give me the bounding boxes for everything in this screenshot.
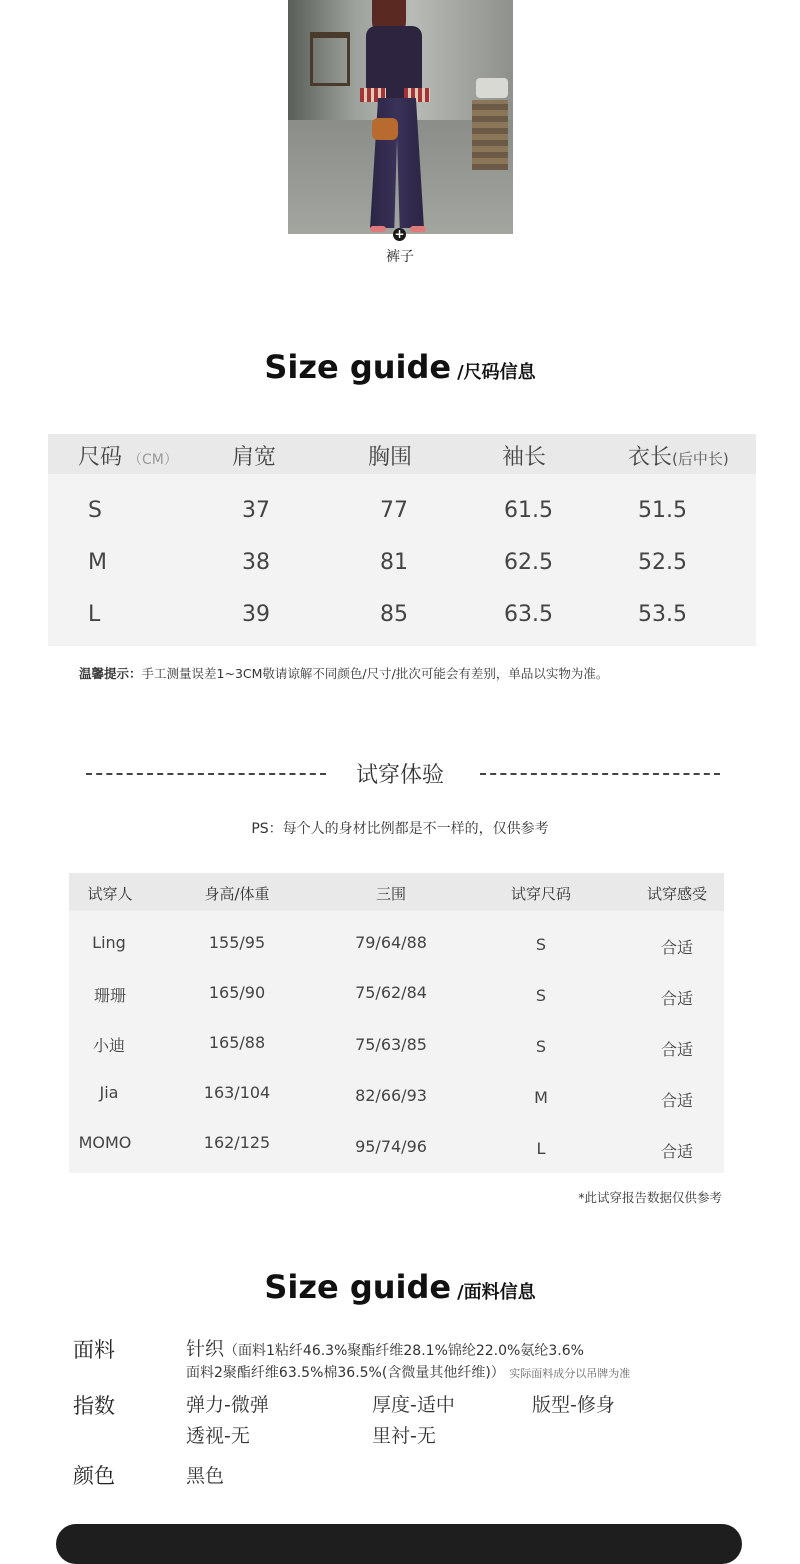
tryon-table-header <box>69 873 724 911</box>
index-label: 指数 <box>73 1394 115 1418</box>
tester-height-weight: 155/95 <box>208 933 266 952</box>
tryon-note: PS：每个人的身材比例都是不一样的，仅供参考 <box>251 821 549 837</box>
header-unit: （CM） <box>128 452 178 468</box>
tester-measurements: 75/62/84 <box>355 983 427 1002</box>
index-thickness: 厚度-适中 <box>372 1394 455 1416</box>
tester-name: Jia <box>99 1083 119 1102</box>
header-sleeve: 袖长 <box>502 445 547 470</box>
length-cell: 52.5 <box>638 550 687 575</box>
tester-height-weight: 165/90 <box>208 983 266 1002</box>
color-label: 颜色 <box>73 1464 115 1488</box>
tester-feeling: 合适 <box>660 1142 693 1161</box>
header-height-weight: 身高/体重 <box>204 885 270 903</box>
tester-measurements: 79/64/88 <box>355 933 427 952</box>
size-table <box>48 434 756 646</box>
material-line-1: （面料1粘纤46.3%聚酯纤维28.1%锦纶22.0%氨纶3.6% <box>224 1343 584 1359</box>
tester-feeling: 合适 <box>660 938 693 957</box>
chest-cell: 81 <box>380 550 408 575</box>
size-cell: L <box>88 602 101 627</box>
photo-crate <box>472 100 508 170</box>
shoulder-cell: 39 <box>242 602 270 627</box>
header-measurements: 三围 <box>375 885 406 903</box>
tester-size: S <box>535 986 547 1005</box>
sleeve-cell: 62.5 <box>504 550 553 575</box>
photo-chair <box>310 32 350 86</box>
tester-height-weight: 165/88 <box>208 1033 266 1052</box>
tester-measurements: 75/63/85 <box>355 1035 427 1054</box>
tester-height-weight: 163/104 <box>203 1083 271 1102</box>
material-info <box>186 1334 584 1361</box>
material-label: 面料 <box>73 1338 115 1362</box>
tester-measurements: 95/74/96 <box>355 1137 427 1156</box>
header-feeling: 试穿感受 <box>646 885 707 903</box>
product-photo <box>288 0 513 234</box>
tryon-heading: 试穿体验 <box>355 763 444 788</box>
tester-size: S <box>535 935 547 954</box>
shoulder-cell: 38 <box>242 550 270 575</box>
header-tester: 试穿人 <box>87 885 133 903</box>
plus-circle-icon[interactable]: + <box>394 227 405 241</box>
material-line-2-wrap <box>186 1362 630 1382</box>
shoulder-cell: 37 <box>242 498 270 523</box>
chest-cell: 77 <box>380 498 408 523</box>
tester-name: MOMO <box>78 1133 132 1152</box>
length-cell: 53.5 <box>638 602 687 627</box>
index-lining: 里衬-无 <box>372 1425 436 1447</box>
tester-feeling: 合适 <box>660 1091 693 1110</box>
fabric-title-cn: /面料信息 <box>457 1282 536 1303</box>
header-shoulder: 肩宽 <box>232 445 277 470</box>
size-guide-title <box>0 348 800 386</box>
photo-sink <box>476 78 508 98</box>
tester-feeling: 合适 <box>660 989 693 1008</box>
photo-handbag <box>372 118 398 140</box>
tester-size: M <box>534 1088 548 1107</box>
size-guide-title-en: Size guide <box>264 348 452 386</box>
header-length: 衣长(后中长) <box>628 445 729 470</box>
size-guide-title-cn: /尺码信息 <box>457 362 536 383</box>
measurement-tip <box>79 664 608 682</box>
chest-cell: 85 <box>380 602 408 627</box>
tester-name: Ling <box>92 933 126 952</box>
material-line-2: 面料2聚酯纤维63.5%棉36.5%(含微量其他纤维)） <box>186 1365 505 1381</box>
fabric-title <box>0 1268 800 1306</box>
header-chest: 胸围 <box>368 445 413 470</box>
header-tried-size: 试穿尺码 <box>510 885 571 903</box>
hotspot-label-pants[interactable]: 裤子 <box>386 249 414 265</box>
index-fit: 版型-修身 <box>532 1394 615 1416</box>
tester-feeling: 合适 <box>660 1040 693 1059</box>
tryon-table <box>69 873 724 1173</box>
header-length-note: (后中长) <box>672 450 729 468</box>
fabric-title-en: Size guide <box>264 1268 452 1306</box>
sleeve-cell: 61.5 <box>504 498 553 523</box>
size-cell: S <box>88 498 102 523</box>
size-table-header <box>48 434 756 474</box>
tester-size: L <box>536 1139 546 1158</box>
material-small-note: 实际面料成分以吊牌为准 <box>509 1367 631 1380</box>
tester-size: S <box>535 1037 547 1056</box>
tip-label: 温馨提示： <box>79 666 142 681</box>
next-section-banner <box>56 1524 742 1564</box>
divider-right <box>480 773 720 775</box>
divider-left <box>86 773 326 775</box>
tip-text: 手工测量误差1~3CM敬请谅解不同颜色/尺寸/批次可能会有差别，单品以实物为准。 <box>141 666 609 681</box>
tester-measurements: 82/66/93 <box>355 1086 427 1105</box>
header-size: 尺码 （CM） <box>78 445 178 470</box>
index-sheer: 透视-无 <box>186 1425 250 1447</box>
tryon-footnote: *此试穿报告数据仅供参考 <box>578 1190 722 1205</box>
material-name: 针织 <box>186 1338 225 1360</box>
length-cell: 51.5 <box>638 498 687 523</box>
sleeve-cell: 63.5 <box>504 602 553 627</box>
photo-shoe <box>410 226 426 232</box>
tester-height-weight: 162/125 <box>203 1133 271 1152</box>
size-cell: M <box>88 550 107 575</box>
color-value: 黑色 <box>186 1465 225 1487</box>
photo-shoe <box>370 226 386 232</box>
index-elastic: 弹力-微弹 <box>186 1394 269 1416</box>
tester-name: 小迪 <box>92 1036 125 1055</box>
tester-name: 珊珊 <box>93 986 126 1005</box>
